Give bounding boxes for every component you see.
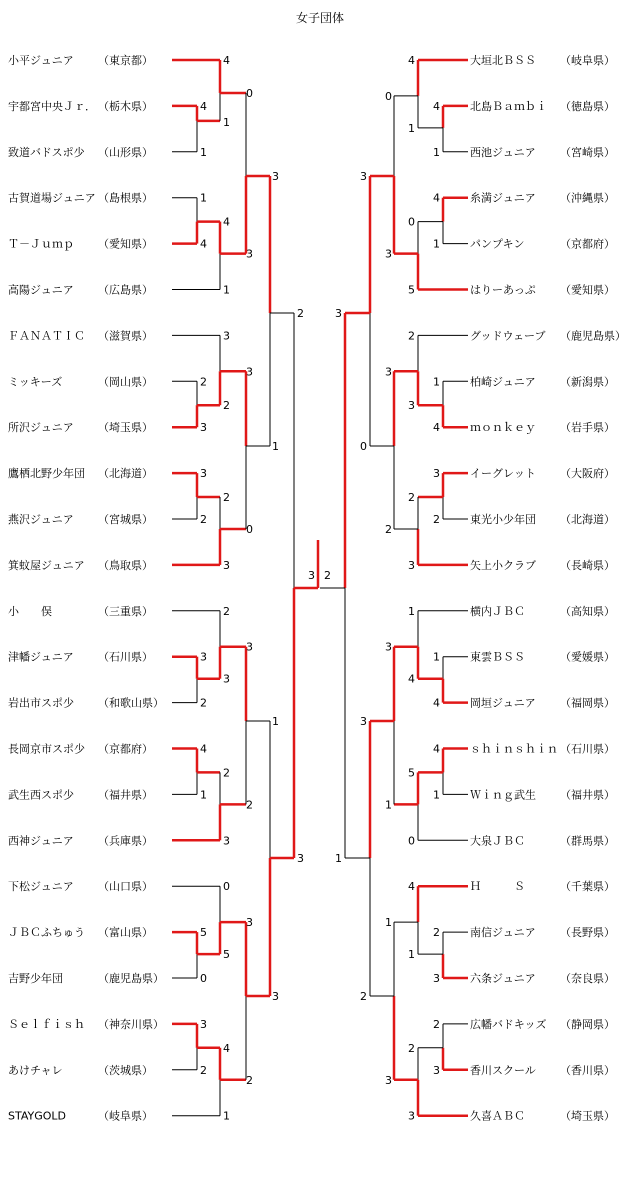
match-score: 4 — [408, 54, 415, 67]
team-name: 矢上小クラブ — [470, 558, 536, 572]
match-score: 3 — [246, 247, 253, 261]
match-score: 0 — [360, 440, 367, 453]
team-prefecture: （長野県） — [560, 926, 615, 940]
match-score: 4 — [223, 54, 230, 67]
match-score: 2 — [433, 513, 440, 526]
team-name: 古賀道場ジュニア — [8, 191, 96, 205]
team-name: 鷹栖北野少年団 — [8, 467, 85, 481]
match-score: 2 — [408, 1041, 415, 1055]
match-score: 3 — [272, 990, 279, 1003]
match-score: 4 — [408, 880, 415, 894]
team-prefecture: （兵庫県） — [98, 834, 153, 848]
match-score: 2 — [200, 696, 207, 710]
match-score: 3 — [360, 715, 367, 728]
team-name: グッドウェーブ — [470, 329, 546, 343]
match-score: 2 — [246, 1073, 253, 1087]
bracket-lines — [172, 60, 468, 1116]
team-prefecture: （宮崎県） — [560, 145, 615, 159]
match-score: 3 — [272, 170, 279, 183]
team-prefecture: （京都府） — [560, 237, 615, 251]
match-score: 2 — [246, 798, 253, 812]
team-prefecture: （山形県） — [98, 145, 153, 159]
team-name: 下松ジュニア — [8, 880, 74, 894]
team-name: 柏崎ジュニア — [470, 375, 536, 389]
team-prefecture: （愛知県） — [98, 237, 153, 251]
team-name: 大垣北ＢＳＳ — [470, 54, 536, 67]
match-score: 0 — [408, 215, 415, 229]
match-score: 4 — [433, 742, 440, 756]
team-prefecture: （東京都） — [98, 54, 153, 67]
match-score: 1 — [200, 145, 207, 159]
team-name: パンプキン — [470, 237, 525, 251]
match-score: 1 — [408, 121, 415, 135]
team-name: 吉野少年団 — [8, 972, 63, 985]
match-score: 1 — [335, 852, 342, 865]
team-prefecture: （千葉県） — [560, 880, 615, 894]
team-prefecture: （北海道） — [98, 467, 153, 481]
match-score: 2 — [200, 513, 207, 526]
team-name: Ｔ－Ｊｕｍｐ — [8, 237, 74, 251]
team-prefecture: （岐阜県） — [560, 54, 615, 67]
team-name: 長岡京市スポ少 — [8, 742, 85, 756]
final-score: 2 — [324, 569, 331, 582]
match-score: 3 — [408, 558, 415, 572]
team-prefecture: （埼玉県） — [98, 421, 153, 435]
team-prefecture: （鹿児島県） — [560, 329, 626, 343]
team-prefecture: （香川県） — [560, 1063, 615, 1077]
match-score: 2 — [223, 604, 230, 618]
team-prefecture: （石川県） — [98, 650, 153, 664]
team-name: 致道バドスポ少 — [8, 145, 85, 159]
match-score: 0 — [200, 972, 207, 985]
match-score: 0 — [408, 834, 415, 848]
match-score: 1 — [433, 375, 440, 389]
match-score: 3 — [223, 834, 230, 848]
team-name: 広幡バドキッズ — [470, 1017, 547, 1031]
match-score: 0 — [223, 880, 230, 894]
match-score: 3 — [385, 365, 392, 379]
match-score: 3 — [246, 365, 253, 379]
team-name: 香川スクール — [470, 1063, 536, 1077]
match-score: 3 — [200, 650, 207, 664]
team-name: Ｗｉｎｇ武生 — [470, 788, 536, 802]
page-title: 女子団体 — [295, 11, 345, 25]
team-prefecture: （愛媛県） — [560, 650, 615, 664]
match-score: 3 — [223, 558, 230, 572]
team-name: 西神ジュニア — [8, 834, 74, 848]
match-score: 2 — [408, 329, 415, 343]
team-prefecture: （福井県） — [98, 788, 153, 802]
team-name: 横内ＪＢＣ — [470, 604, 525, 618]
team-prefecture: （岐阜県） — [98, 1109, 153, 1123]
match-score: 3 — [433, 467, 440, 481]
team-name: 高陽ジュニア — [8, 283, 74, 297]
match-score: 1 — [408, 948, 415, 962]
match-score: 4 — [200, 742, 207, 756]
final-score: 3 — [308, 569, 315, 582]
match-score: 2 — [223, 766, 230, 780]
team-name: ミッキーズ — [8, 375, 63, 389]
team-name: 宇都宮中央Ｊｒ． — [8, 99, 96, 113]
team-prefecture: （新潟県） — [560, 375, 615, 389]
match-score: 1 — [272, 440, 279, 453]
match-score: 2 — [433, 1017, 440, 1031]
match-score: 3 — [223, 672, 230, 686]
team-name: 大泉ＪＢＣ — [470, 834, 525, 848]
match-score: 4 — [200, 99, 207, 113]
match-score: 4 — [223, 215, 230, 229]
match-score: 1 — [433, 237, 440, 251]
team-name: 六条ジュニア — [470, 972, 536, 985]
team-prefecture: （鳥取県） — [98, 558, 153, 572]
match-score: 3 — [297, 852, 304, 865]
team-prefecture: （茨城県） — [98, 1063, 153, 1077]
team-prefecture: （徳島県） — [560, 99, 615, 113]
match-score: 1 — [433, 650, 440, 664]
team-name: 南信ジュニア — [470, 926, 536, 940]
match-score: 3 — [408, 399, 415, 413]
team-name: 箕蚊屋ジュニア — [8, 558, 85, 572]
team-prefecture: （大阪府） — [560, 467, 615, 481]
team-name: ｍｏｎｋｅｙ — [470, 421, 536, 435]
match-score: 2 — [408, 491, 415, 504]
team-name: 所沢ジュニア — [8, 421, 74, 435]
match-score: 2 — [297, 307, 304, 320]
team-name: STAYGOLD — [8, 1109, 67, 1123]
team-name: 武生西スポ少 — [8, 788, 74, 802]
team-prefecture: （神奈川県） — [98, 1017, 164, 1031]
team-name: はりーあっぷ — [470, 283, 536, 297]
match-score: 3 — [433, 1063, 440, 1077]
team-prefecture: （富山県） — [98, 926, 153, 940]
team-prefecture: （滋賀県） — [98, 329, 153, 343]
team-name: ｓｈｉｎｓｈｉｎ — [470, 742, 558, 756]
match-score: 2 — [433, 926, 440, 940]
match-score: 1 — [408, 604, 415, 618]
match-score: 0 — [246, 86, 253, 100]
match-score: 5 — [200, 926, 207, 940]
match-score: 2 — [360, 990, 367, 1003]
match-score: 4 — [433, 696, 440, 710]
team-name: 東雲ＢＳＳ — [470, 650, 525, 664]
team-name: Ｈ Ｓ — [470, 880, 525, 894]
team-name: Ｓｅｌｆｉｓｈ — [8, 1017, 85, 1031]
team-prefecture: （愛知県） — [560, 283, 615, 297]
team-prefecture: （沖縄県） — [560, 191, 615, 205]
match-score: 3 — [200, 467, 207, 481]
match-score: 3 — [223, 329, 230, 343]
team-prefecture: （広島県） — [98, 283, 153, 297]
team-prefecture: （長崎県） — [560, 558, 615, 572]
match-score: 5 — [408, 283, 415, 297]
match-score: 3 — [433, 972, 440, 985]
team-prefecture: （鹿児島県） — [98, 972, 164, 985]
match-score: 3 — [408, 1109, 415, 1123]
team-name: 岩出市スポ少 — [8, 696, 74, 710]
team-name: ＪＢＣふちゅう — [8, 926, 85, 940]
match-score: 1 — [223, 1109, 230, 1123]
match-score: 3 — [200, 421, 207, 435]
match-score: 2 — [385, 523, 392, 536]
match-score: 4 — [223, 1041, 230, 1055]
match-score: 1 — [223, 283, 230, 297]
match-score: 1 — [433, 145, 440, 159]
match-score: 2 — [200, 1063, 207, 1077]
match-score: 1 — [200, 191, 207, 205]
match-score: 2 — [200, 375, 207, 389]
team-prefecture: （島根県） — [98, 191, 153, 205]
match-score: 1 — [433, 788, 440, 802]
team-name: 小平ジュニア — [8, 54, 74, 67]
team-prefecture: （福井県） — [560, 788, 615, 802]
match-score: 1 — [385, 798, 392, 812]
team-name: 岡垣ジュニア — [470, 696, 536, 710]
team-prefecture: （和歌山県） — [98, 696, 164, 710]
team-name: あけチャレ — [8, 1063, 63, 1077]
team-name: 西池ジュニア — [470, 145, 536, 159]
match-score: 3 — [360, 170, 367, 183]
match-score: 1 — [272, 715, 279, 728]
team-prefecture: （栃木県） — [98, 99, 153, 113]
match-score: 3 — [385, 247, 392, 261]
team-prefecture: （群馬県） — [560, 834, 615, 848]
team-name: 津幡ジュニア — [8, 650, 74, 664]
team-prefecture: （福岡県） — [560, 696, 615, 710]
team-prefecture: （京都府） — [98, 742, 153, 756]
match-score: 0 — [385, 89, 392, 103]
match-score: 4 — [433, 99, 440, 113]
match-score: 3 — [246, 640, 253, 654]
team-prefecture: （奈良県） — [560, 972, 615, 985]
team-name: 糸満ジュニア — [470, 191, 536, 205]
team-prefecture: （三重県） — [98, 604, 153, 618]
team-name: ＦＡＮＡＴＩＣ — [8, 329, 85, 343]
match-score: 3 — [385, 1073, 392, 1087]
match-score: 3 — [385, 640, 392, 654]
match-score: 1 — [200, 788, 207, 802]
match-score: 2 — [223, 399, 230, 413]
team-prefecture: （埼玉県） — [560, 1109, 615, 1123]
match-score: 0 — [246, 523, 253, 536]
match-score: 4 — [408, 672, 415, 686]
team-prefecture: （岡山県） — [98, 375, 153, 389]
match-score: 4 — [200, 237, 207, 251]
match-score: 5 — [408, 766, 415, 780]
match-score: 4 — [433, 421, 440, 435]
team-prefecture: （北海道） — [560, 513, 615, 526]
team-name: 小 俣 — [8, 604, 52, 618]
team-name: 東光小少年団 — [470, 513, 536, 526]
team-name: イーグレット — [470, 467, 536, 481]
match-score: 2 — [223, 491, 230, 504]
team-prefecture: （静岡県） — [560, 1017, 615, 1031]
match-score: 3 — [246, 916, 253, 930]
team-prefecture: （高知県） — [560, 604, 615, 618]
team-prefecture: （宮城県） — [98, 513, 153, 526]
team-prefecture: （山口県） — [98, 880, 153, 894]
match-score: 5 — [223, 948, 230, 962]
team-prefecture: （石川県） — [560, 742, 615, 756]
match-score: 1 — [385, 916, 392, 930]
team-name: 燕沢ジュニア — [8, 513, 74, 526]
team-name: 北島Ｂａｍｂｉ — [470, 99, 547, 113]
team-prefecture: （岩手県） — [560, 421, 615, 435]
team-name: 久喜ＡＢＣ — [470, 1109, 525, 1123]
match-score: 3 — [335, 307, 342, 320]
match-score: 4 — [433, 191, 440, 205]
match-score: 1 — [223, 115, 230, 129]
match-score: 3 — [200, 1017, 207, 1031]
